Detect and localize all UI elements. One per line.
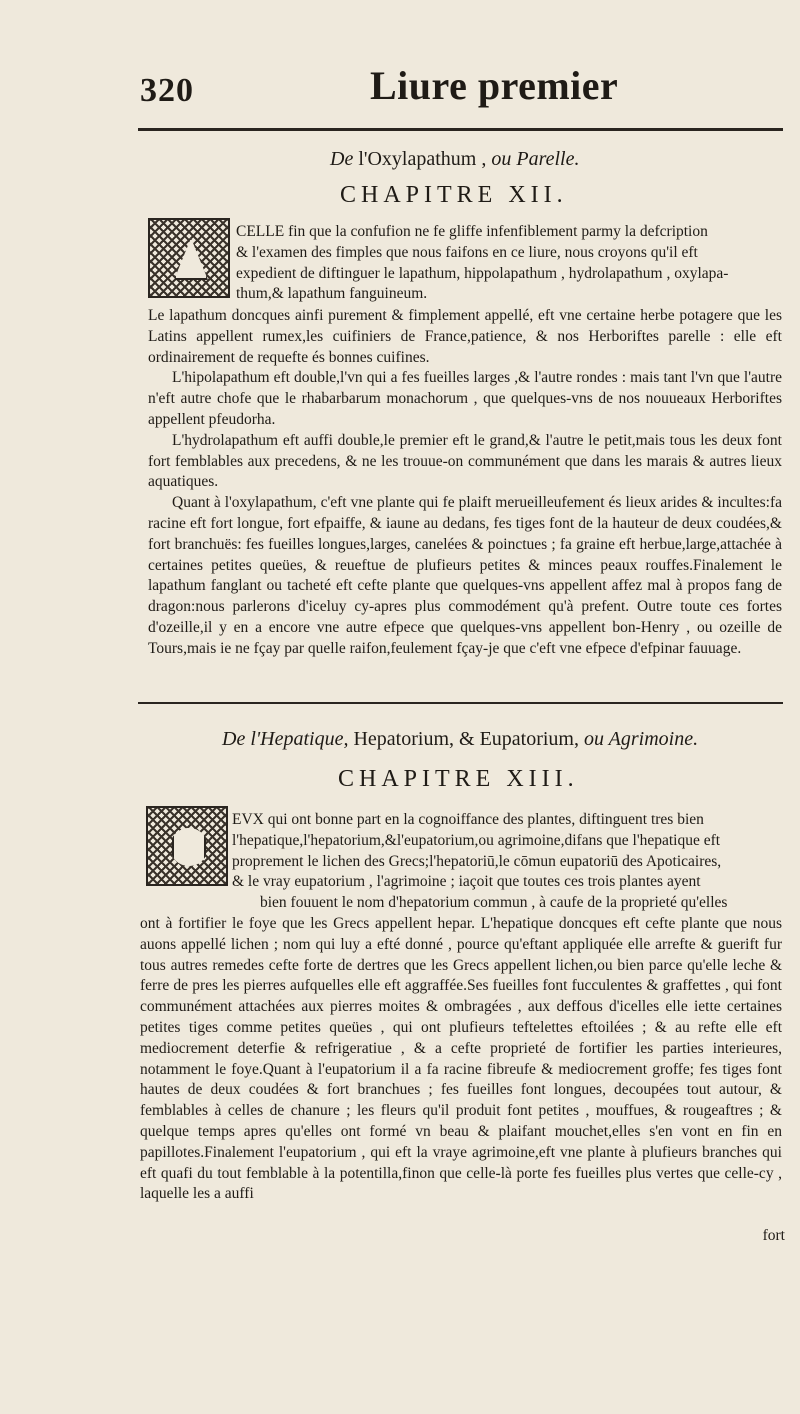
paragraph: Quant à l'oxylapathum, c'eft vne plante qui fe plaift merueilleufement és lieux arides & incultes:fa racine eft fort longue, fort efpaiffe, & iaune au dedans, fes tiges font de la hauteur de deux coudées,& fort branchuës: fes fueilles longues,larges, canelées & poinctues ; fa graine eft herbue,large,attachée à certaines petites queües, & reueftue de plufieurs petites & minces peaux rouffes.Finalement le lapathum fanglant ou tacheté eft cefte plante que quelques-vns appellent affez mal à propos fang de dragon:nous parlerons d'iceluy cy-apres plus commodément qu'à prefent. Outre toute ces fortes d'ozeille,il y en a encore vne autre efpece que quelques-vns appellent bon-Henry , ou ozeille de Tours,mais ie ne fçay par quelle raifon,feulement fçay-je que c'eft vne efpece d'efpinar fauuage. [148,494,782,657]
chapter-divider-rule [138,702,783,704]
chapter12-subtitle [330,148,579,171]
text-line: thum,& lapathum fanguineum. [236,285,428,303]
ornamental-initial-c [148,218,230,298]
text-line: expedient de diftinguer le lapathum, hippolapathum , hydrolapathum , oxylapa- [236,264,729,282]
chapter13-first-lines [232,810,782,914]
paragraph: L'hydrolapathum eft auffi double,le premier eft le grand,& l'autre le petit,mais tous les deux font fort femblables aux precedens, & ne les trouue-on communément que dans les marais & autres lieux aquatiques. [148,431,782,491]
paragraph: Le lapathum doncques ainfi purement & fimplement appellé, eft vne certaine herbe potagere que les Latins appellent rumex,les cuifiniers de France,patience, & nos Herboriftes parelle : elle eft ordinairement de requefte és bonnes cuifines. [148,307,782,366]
chapter13-subtitle-prefix: De l'Hepatique, [222,728,349,750]
page-number: 320 [140,72,194,109]
ornamental-initial-e [146,806,228,886]
chapter12-first-lines [236,222,782,305]
text-line: & l'examen des fimples que nous faifons en ce liure, nous croyons qu'il eft [236,243,698,261]
chapter13-subtitle-italic: ou Agrimoine. [584,728,699,750]
running-title: Liure premier [370,63,619,108]
chapter12-body [148,306,782,660]
chapter12-subtitle-main: l'Oxylapathum , [358,148,487,170]
catchword: fort [762,1227,785,1244]
text-line: bien fouuent le nom d'hepatorium commun , à caufe de la proprieté qu'elles [260,894,728,912]
text-line: proprement le lichen des Grecs;l'hepatoriū,le cōmun eupatoriū des Apoticaires, [232,852,722,870]
text-line: & le vray eupatorium , l'agrimoine ; iaçoit que toutes ces trois plantes ayent [232,873,701,891]
chapter12-heading: CHAPITRE XII. [340,182,568,208]
chapter13-subtitle-main2: Eupatorium, [479,728,579,750]
text-line: CELLE fin que la confufion ne fe gliffe infenfiblement parmy la defcription [236,223,708,240]
text-line: l'hepatique,l'hepatorium,&l'eupatorium,ou agrimoine,difans que l'hepatique eft [232,831,721,849]
chapter12-subtitle-prefix: De [330,148,354,170]
text-line: EVX qui ont bonne part en la cognoiffance des plantes, diftinguent tres bien [232,811,704,828]
chapter13-subtitle [222,728,698,751]
chapter12-subtitle-italic: ou Parelle. [491,148,580,170]
chapter13-heading: CHAPITRE XIII. [338,766,579,792]
paragraph: L'hipolapathum eft double,l'vn qui a fes fueilles larges ,& l'autre rondes : mais tant l'vn que l'autre n'eft autre chofe que le rhabarbarum monachorum , que quelques-vns de nos nouueaux Herboriftes appellent pfeudorha. [148,369,782,428]
chapter13-body [140,914,782,1205]
chapter13-subtitle-main: Hepatorium, & [353,728,475,750]
paragraph: ont à fortifier le foye que les Grecs appellent hepar. L'hepatique doncques eft cefte plante que nous auons appellé lichen ; nom qui luy a efté donné , pource qu'eftant appliquée elle arrefte & guerift fur tous autres remedes cefte forte de dertres que les Grecs appellent lichen,ou bien parce qu'elle leche & ferre de pres les pierres aufquelles elle eft aggraffée.Ses fueilles font fucculentes & graffettes , qui font communément attachées aux pierres moites & ombragées , aux deffous d'icelles elle iette certaines petites tiges comme petites queües , qui ont plufieurs teftelettes eftoilées ; & au refte elle eft mediocrement deterfie & refrigeratiue , & a cefte proprieté de fortifier les parties interieures, notamment le foye.Quant à l'eupatorium il a fa racine fibreufe & mediocrement groffe; fes tiges font hautes de deux coudées & fort branchues ; fes fueilles font longues, decoupées tout autour, & femblables à celles de chanure ; les fleurs qu'il produit font petites , mouffues, & rougeaftres ; & quelque temps apres qu'elles ont formé vn beau & plaifant mouchet,elles s'en vont en fin en papillotes.Finalement l'eupatorium , qui eft la vraye agrimoine,eft vne plante à plufieurs branches qui eft quafi du tout femblable à la potentilla,finon que celle-là porte fes fueilles plus vertes que celle-cy , laquelle les a auffi [140,915,782,1203]
header-rule [138,128,783,131]
